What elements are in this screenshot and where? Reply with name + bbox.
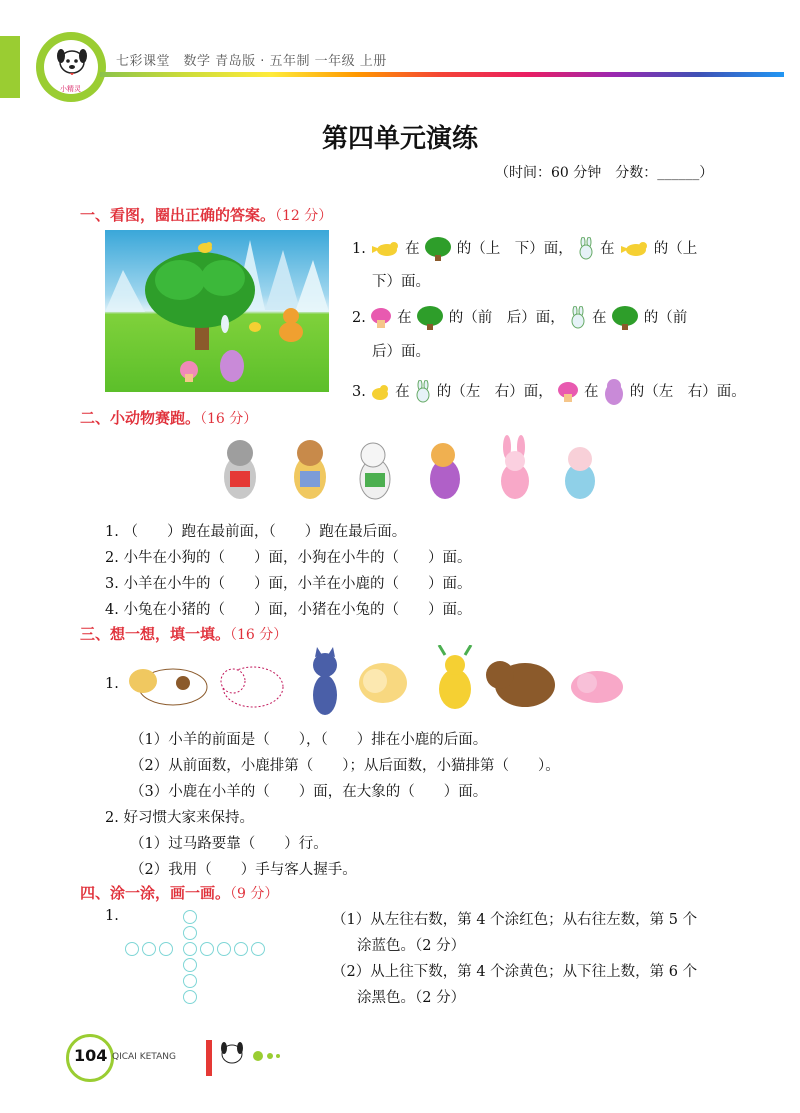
rainbow-divider [100,72,784,77]
s3-sub-2: （2）从前面数，小鹿排第（ ）；从后面数，小猫排第（ ）。 [130,758,560,774]
circle[interactable] [251,942,265,956]
tree-icon [416,306,444,330]
section-4-heading [80,882,278,903]
rabbit-racer-icon [501,435,529,499]
s2-line-2: 2. 小牛在小狗的（ ）面，小狗在小牛的（ ）面。 [105,550,472,566]
page-number: 104 [74,1046,108,1065]
circle[interactable] [183,910,197,924]
s1-q1-line2: 下）面。 [372,274,430,290]
s1-q1-c: 在 [600,241,615,257]
s1-q3-b: 的（左 右）面， [436,384,553,400]
s1-q2-d: 的（前 [643,310,688,326]
circle[interactable] [183,942,197,956]
header-green-tab [0,36,20,98]
mushroom-icon [557,381,579,403]
s3-sub-3: （3）小鹿在小羊的（ ）面，在大象的（ ）面。 [130,784,488,800]
cow-racer-icon [294,440,326,499]
s1-q1-b: 的（上 下）面， [456,241,573,257]
section-2-title: 二、小动物赛跑。 [80,409,201,427]
circle-cross-grid [125,908,285,1008]
s1-q3-num: 3. [352,384,366,400]
dog-mascot-icon [50,42,94,86]
s1-q3-line1 [352,378,746,406]
mascot-caption: 小精灵 [60,85,81,93]
race-animals-image [215,435,615,510]
s4-inst-3: （2）从上往下数，第 4 个涂黄色；从下往上数，第 6 个 [332,964,698,980]
cat-icon [313,647,337,715]
pig-racer-icon [565,447,595,499]
s4-q1-num: 1. [105,908,119,924]
sheep-icon [359,663,407,703]
tree-icon [611,306,639,330]
rabbit-icon [414,380,432,404]
dog-icon [221,667,283,707]
section-4-points: （9 分） [230,886,279,902]
rabbit-icon [569,306,587,330]
s4-inst-2: 涂蓝色。（2 分） [357,938,466,954]
goat-racer-icon [360,443,390,499]
s3-q1-num: 1. [105,676,119,692]
section-3-title: 三、想一想，填一填。 [80,625,231,643]
circle[interactable] [200,942,214,956]
circle[interactable] [183,926,197,940]
footer-brand: QICAI KETANG [112,1052,176,1062]
s4-inst-1: （1）从左往右数，第 4 个涂红色；从右往左数，第 5 个 [332,912,698,928]
section-2-points: （16 分） [200,411,258,427]
circle[interactable] [142,942,156,956]
s3-q2: 2. 好习惯大家来保持。 [105,810,254,826]
section-4-title: 四、涂一涂，画一画。 [80,884,231,902]
cow-icon [129,669,207,705]
s1-q2-c: 在 [592,310,607,326]
section-1-points: （12 分） [275,208,333,224]
s1-q2-b: 的（前 后）面， [448,310,565,326]
mushroom-icon [370,307,392,329]
s2-line-3: 3. 小羊在小牛的（ ）面，小羊在小鹿的（ ）面。 [105,576,472,592]
scene-image [105,230,329,392]
time-score-line: （时间：60 分钟 分数：______） [495,165,714,181]
s3-q2-sub-2: （2）我用（ ）手与客人握手。 [130,862,357,878]
s2-line-1: 1. （ ）跑在最前面，（ ）跑在最后面。 [105,524,407,540]
s3-q2-sub-1: （1）过马路要靠（ ）行。 [130,836,328,852]
s1-q1-num: 1. [352,241,366,257]
deer-racer-icon [430,443,460,499]
elephant-icon [486,661,555,707]
section-2-heading [80,407,257,428]
circle[interactable] [183,990,197,1004]
page-title: 第四单元演练 [321,124,478,154]
s1-q3-a: 在 [395,384,410,400]
s4-inst-4: 涂黑色。（2 分） [357,990,466,1006]
circle[interactable] [217,942,231,956]
s3-sub-1: （1）小羊的前面是（ ），（ ）排在小鹿的后面。 [130,732,488,748]
s1-q2-a: 在 [397,310,412,326]
s1-q1-line1 [352,237,697,261]
breadcrumb: 七彩课堂 数学 青岛版 · 五年制 一年级 上册 [116,54,387,69]
section-3-points: （16 分） [230,627,288,643]
section-3-heading [80,623,287,644]
pig-icon [571,671,623,703]
elephant-icon [603,378,625,406]
s1-q1-d: 的（上 [653,241,698,257]
mascot-badge [36,32,106,102]
s1-q3-c: 在 [584,384,599,400]
s1-q3-d: 的（左 右）面。 [629,384,746,400]
circle[interactable] [159,942,173,956]
circle[interactable] [234,942,248,956]
chick-icon [370,383,390,401]
tree-icon [424,237,452,261]
section-1-title: 一、看图，圈出正确的答案。 [80,206,276,224]
bird-icon [619,240,649,258]
footer-mascot-icon [200,1032,290,1082]
circle[interactable] [183,958,197,972]
circle[interactable] [183,974,197,988]
s1-q2-num: 2. [352,310,366,326]
s2-line-4: 4. 小兔在小猪的（ ）面，小猪在小兔的（ ）面。 [105,602,472,618]
circle[interactable] [125,942,139,956]
rabbit-icon [577,237,595,261]
s1-q2-line1 [352,306,687,330]
bird-icon [370,240,400,258]
line-animals-image [125,645,635,720]
dog-racer-icon [224,440,256,499]
deer-icon [439,645,471,709]
section-1-heading [80,204,332,225]
s1-q1-a: 在 [405,241,420,257]
s1-q2-line2: 后）面。 [372,344,430,360]
